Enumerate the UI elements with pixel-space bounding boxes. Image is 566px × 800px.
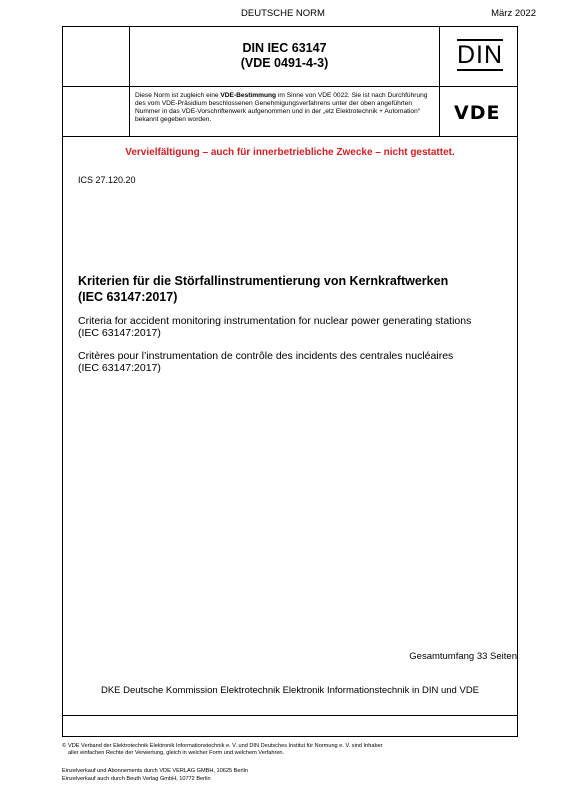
sales-line2: Einzelverkauf auch durch Beuth Verlag GmbH, 10772 Berlin [62,776,211,782]
title-french-line1: Critères pour l’instrumentation de contrôle des incidents des centrales nucléaires [78,350,454,362]
copyright-notice [62,743,522,757]
total-pages: Gesamtumfang 33 Seiten [409,651,517,662]
copyright-line1: VDE Verband der Elektrotechnik Elektronik Informationstechnik e. V. und DIN Deutsches Institut für Normung e. V. sind Inhaber [68,743,383,749]
standard-type-label: DEUTSCHE NORM [241,8,325,19]
notice-text-post: im Sinne von VDE 0022. Sie ist nach Durchführung des vom VDE-Präsidium beschlossenen Genehmigungsverfahrens unter der oben angeführten Nummer in das VDE-Vorschriftenwerk aufgenommen und in der „etz Elektrotechnik + Automation“ bekannt gegeben worden. [135,92,428,123]
title-german [78,273,508,305]
standard-number [130,27,440,87]
standard-number-din: DIN IEC 63147 [242,41,327,55]
committee-line: DKE Deutsche Kommission Elektrotechnik Elektronik Informationstechnik in DIN und VDE [100,685,480,696]
sales-line1: Einzelverkauf und Abonnements durch VDE VERLAG GMBH, 10625 Berlin [62,768,248,774]
reproduction-warning: Vervielfältigung – auch für innerbetriebliche Zwecke – nicht gestattet. [125,147,455,158]
din-logo-text: DIN [457,41,504,69]
title-french [78,350,508,374]
header-left-cell [63,27,130,87]
copyright-line2: aller einfachen Rechte der Verwertung, gleich in welcher Form und welchem Verfahren. [68,750,285,756]
ics-code: ICS 27.120.20 [78,175,136,185]
footer-divider [63,715,517,716]
din-logo [457,39,503,71]
title-german-line2: (IEC 63147:2017) [78,290,178,304]
vde-logo: VDE [454,102,501,124]
title-english-line2: (IEC 63147:2017) [78,327,161,339]
din-logo-cell [440,27,517,87]
notice-row [63,87,517,137]
title-page-frame [62,26,518,737]
vde-notice-text [130,87,440,137]
notice-left-cell [63,87,130,137]
title-english-line1: Criteria for accident monitoring instrumentation for nuclear power generating stations [78,315,472,327]
title-english [78,315,508,339]
header-row [63,27,517,87]
standard-number-vde: (VDE 0491-4-3) [240,56,329,70]
vde-logo-cell [440,87,517,137]
din-logo-bottom-bar [457,69,503,71]
title-german-line1: Kriterien für die Störfallinstrumentierung von Kernkraftwerken [78,274,449,288]
notice-text-bold: VDE-Bestimmung [220,92,277,99]
copyright-symbol: © [62,743,67,749]
publication-date: März 2022 [491,8,536,19]
notice-text-pre: Diese Norm ist zugleich eine [135,92,221,99]
sales-info [62,767,522,783]
title-french-line2: (IEC 63147:2017) [78,362,161,374]
